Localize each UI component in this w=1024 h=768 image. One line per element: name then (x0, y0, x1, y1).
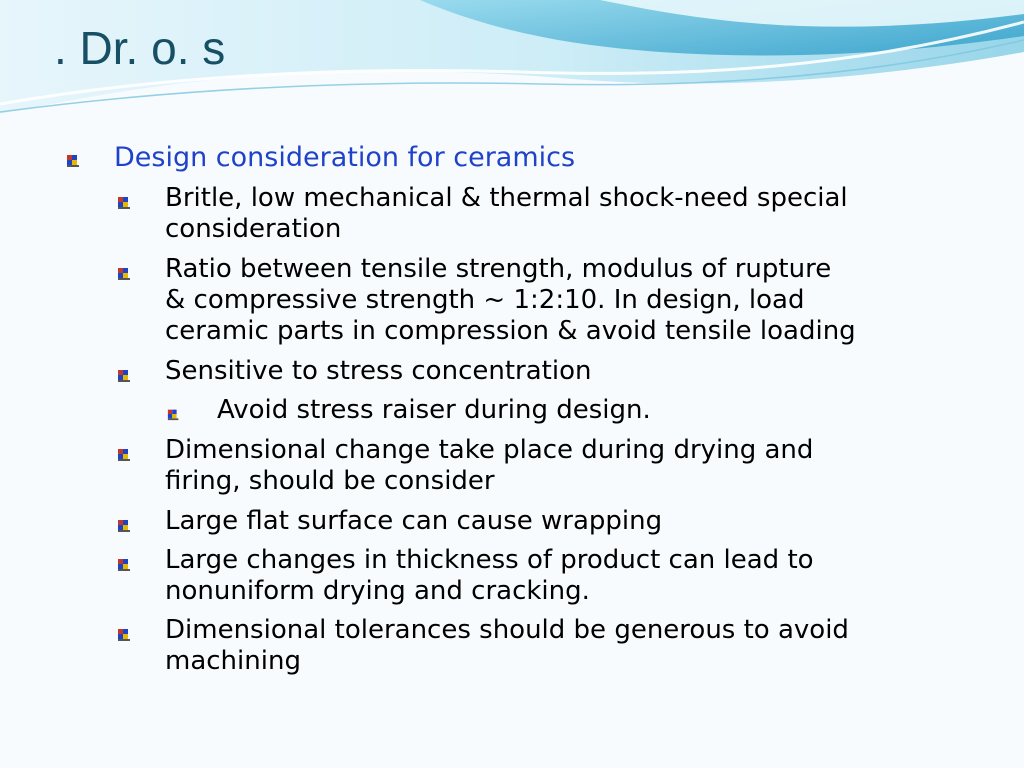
square-bullet-icon (117, 265, 131, 281)
bullet-text: Design consideration for ceramics (114, 142, 576, 173)
list-item (217, 395, 651, 426)
bullet-text-line: consideration (165, 214, 342, 244)
bullet-text-line: firing, should be consider (165, 466, 495, 496)
bullet-text-line: Ratio between tensile strength, modulus of rupture (165, 254, 832, 284)
bullet-text: Avoid stress raiser during design. (217, 395, 651, 425)
square-bullet-icon (117, 194, 131, 210)
list-item (165, 254, 856, 347)
list-item (165, 545, 814, 607)
bullet-text-line: & compressive strength ~ 1:2:10. In design, load (165, 285, 805, 315)
square-bullet-icon (167, 407, 181, 423)
list-item (165, 435, 813, 497)
bullet-text-line: ceramic parts in compression & avoid tensile loading (165, 316, 856, 346)
square-bullet-icon (117, 367, 131, 383)
list-item (165, 506, 662, 537)
list-item (165, 615, 849, 677)
square-bullet-icon (117, 556, 131, 572)
square-bullet-icon (117, 446, 131, 462)
list-item (165, 183, 848, 245)
slide-title: . Dr. o. s (54, 22, 226, 74)
bullet-text-line: Dimensional tolerances should be generous to avoid (165, 615, 849, 645)
square-bullet-icon (117, 626, 131, 642)
bullet-text-line: nonuniform drying and cracking. (165, 576, 590, 606)
square-bullet-icon (117, 517, 131, 533)
list-item (165, 356, 591, 387)
bullet-text-line: Large changes in thickness of product can lead to (165, 545, 814, 575)
bullet-text-line: Dimensional change take place during drying and (165, 435, 814, 465)
bullet-text-line: Britle, low mechanical & thermal shock-need special (165, 183, 848, 213)
bullet-text-line: machining (165, 646, 301, 676)
bullet-text: Sensitive to stress concentration (165, 356, 592, 386)
square-bullet-icon (66, 152, 80, 168)
bullet-text: Large flat surface can cause wrapping (165, 506, 663, 536)
list-item (114, 142, 575, 173)
